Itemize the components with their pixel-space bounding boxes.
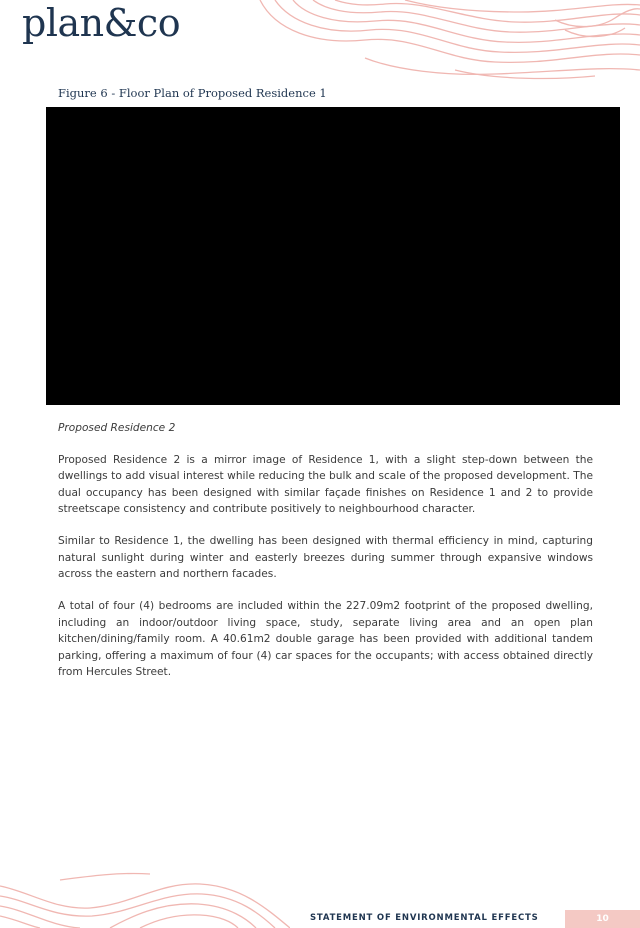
body-paragraph-3: A total of four (4) bedrooms are included within the 227.09m2 footprint of the proposed dwelling, including an indoor/outdoor living space, study, separate living area and an open plan kitchen/dining/family room. A 40.61m2 double garage has been provided with additional tandem parking, offering a maximum of four (4) car spaces for the occupants; with access obtained directly from Hercules Street. bbox=[58, 600, 593, 678]
body-paragraph-2: Similar to Residence 1, the dwelling has been designed with thermal efficiency in mind, capturing natural sunlight during winter and easterly breezes during summer through expansive windows across the eastern and northern facades. bbox=[58, 535, 593, 580]
section-body bbox=[58, 420, 593, 696]
figure-caption: Figure 6 - Floor Plan of Proposed Residence 1 bbox=[58, 86, 327, 100]
page-number: 10 bbox=[565, 910, 640, 928]
topographic-decoration-top bbox=[255, 0, 640, 80]
floor-plan-image bbox=[46, 107, 620, 405]
company-logo: plan&co bbox=[22, 1, 181, 45]
section-subheading: Proposed Residence 2 bbox=[58, 422, 176, 434]
body-paragraph-1: Proposed Residence 2 is a mirror image of Residence 1, with a slight step-down between the dwellings to add visual interest while reducing the bulk and scale of the proposed development. The dual occupancy has been designed with similar façade finishes on Residence 1 and 2 to provide streetscape consistency and contribute positively to neighbourhood character. bbox=[58, 453, 593, 515]
footer-document-title: STATEMENT OF ENVIRONMENTAL EFFECTS bbox=[310, 913, 539, 923]
topographic-decoration-bottom bbox=[0, 872, 290, 928]
